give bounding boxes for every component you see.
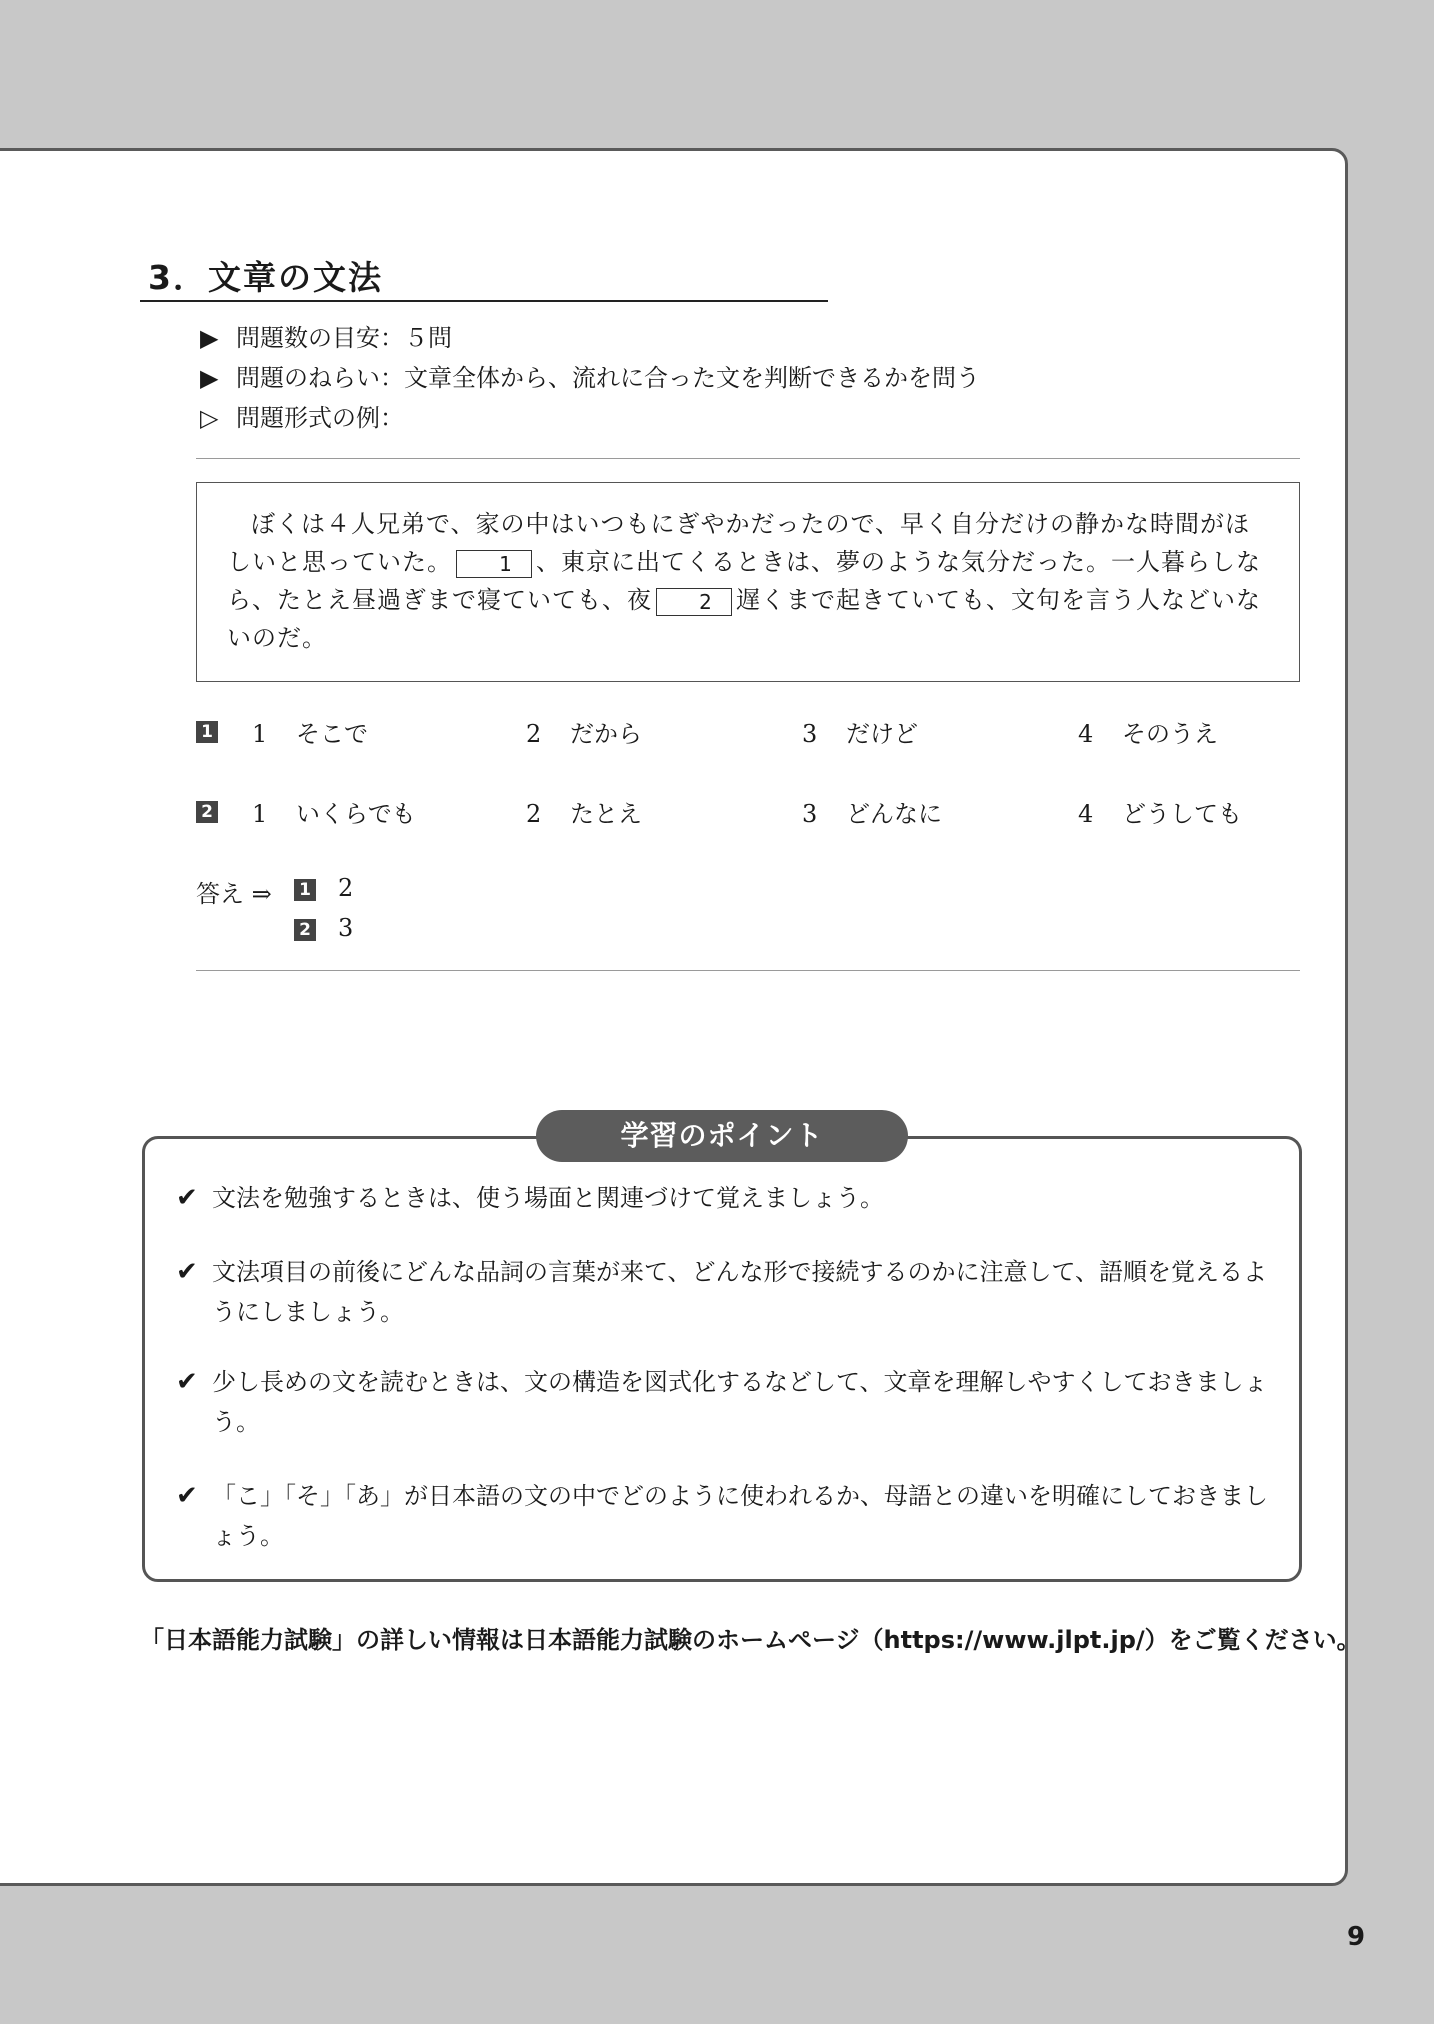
triangle-outline-icon: ▷ xyxy=(200,404,219,432)
question-number-badge: 2 xyxy=(294,919,316,941)
check-icon: ✔ xyxy=(176,1367,198,1397)
section-underline xyxy=(140,300,828,302)
blank-2: 2 xyxy=(656,588,732,616)
passage-text-3: 遅くまで起きていても、文句を言う人などいないのだ。 xyxy=(227,586,1261,652)
meta-question-format: ▷ 問題形式の例： xyxy=(200,404,404,432)
study-point: ✔ 「こ」「そ」「あ」が日本語の文の中でどのように使われるか、母語との違いを明確にしておきましょう。 xyxy=(176,1476,1276,1556)
answer-label: 答え ⇒ xyxy=(196,880,272,908)
check-icon: ✔ xyxy=(176,1257,198,1287)
footer-note: 「日本語能力試験」の詳しい情報は日本語能力試験のホームページ（https://www.jlpt.jp/）をご覧ください。 xyxy=(140,1626,1361,1654)
meta-question-count: ▶ 問題数の目安：５問 xyxy=(200,324,452,352)
option: 2 だから xyxy=(526,720,642,748)
option: 1 いくらでも xyxy=(252,800,416,828)
check-icon: ✔ xyxy=(176,1481,198,1511)
divider-top xyxy=(196,458,1300,459)
study-point: ✔ 文法を勉強するときは、使う場面と関連づけて覚えましょう。 xyxy=(176,1178,1276,1218)
blank-1: 1 xyxy=(456,550,532,578)
section-title: 3．文章の文法 xyxy=(148,258,383,297)
triangle-filled-icon: ▶ xyxy=(200,364,219,392)
answer-2: 2 3 xyxy=(294,914,353,942)
study-point: ✔ 少し長めの文を読むときは、文の構造を図式化するなどして、文章を理解しやすくしておきましょう。 xyxy=(176,1362,1276,1442)
example-passage xyxy=(196,482,1300,682)
check-icon: ✔ xyxy=(176,1183,198,1213)
option: 3 だけど xyxy=(802,720,918,748)
option: 4 そのうえ xyxy=(1078,720,1218,748)
study-points-title: 学習のポイント xyxy=(536,1110,908,1162)
option: 1 そこで xyxy=(252,720,368,748)
option: 3 どんなに xyxy=(802,800,942,828)
triangle-filled-icon: ▶ xyxy=(200,324,219,352)
passage-text-1: ぼくは４人兄弟で、家の中はいつもにぎやかだったので、早く自分だけの静かな時間がほしいと思っていた。 xyxy=(227,510,1251,576)
question-number-badge: 1 xyxy=(196,721,218,743)
answer-1: 1 2 xyxy=(294,874,353,902)
option: 4 どうしても xyxy=(1078,800,1242,828)
meta-question-aim: ▶ 問題のねらい：文章全体から、流れに合った文を判断できるかを問う xyxy=(200,364,980,392)
study-point: ✔ 文法項目の前後にどんな品詞の言葉が来て、どんな形で接続するのかに注意して、語順を覚えるようにしましょう。 xyxy=(176,1252,1276,1332)
question-number-badge: 2 xyxy=(196,801,218,823)
option: 2 たとえ xyxy=(526,800,642,828)
passage-text-2: 、東京に出てくるときは、夢のような気分だった。一人暮らしなら、たとえ昼過ぎまで寝ていても、夜 xyxy=(227,548,1261,614)
question-number-badge: 1 xyxy=(294,879,316,901)
divider-bottom xyxy=(196,970,1300,971)
page-number: 9 xyxy=(1346,1922,1366,1952)
